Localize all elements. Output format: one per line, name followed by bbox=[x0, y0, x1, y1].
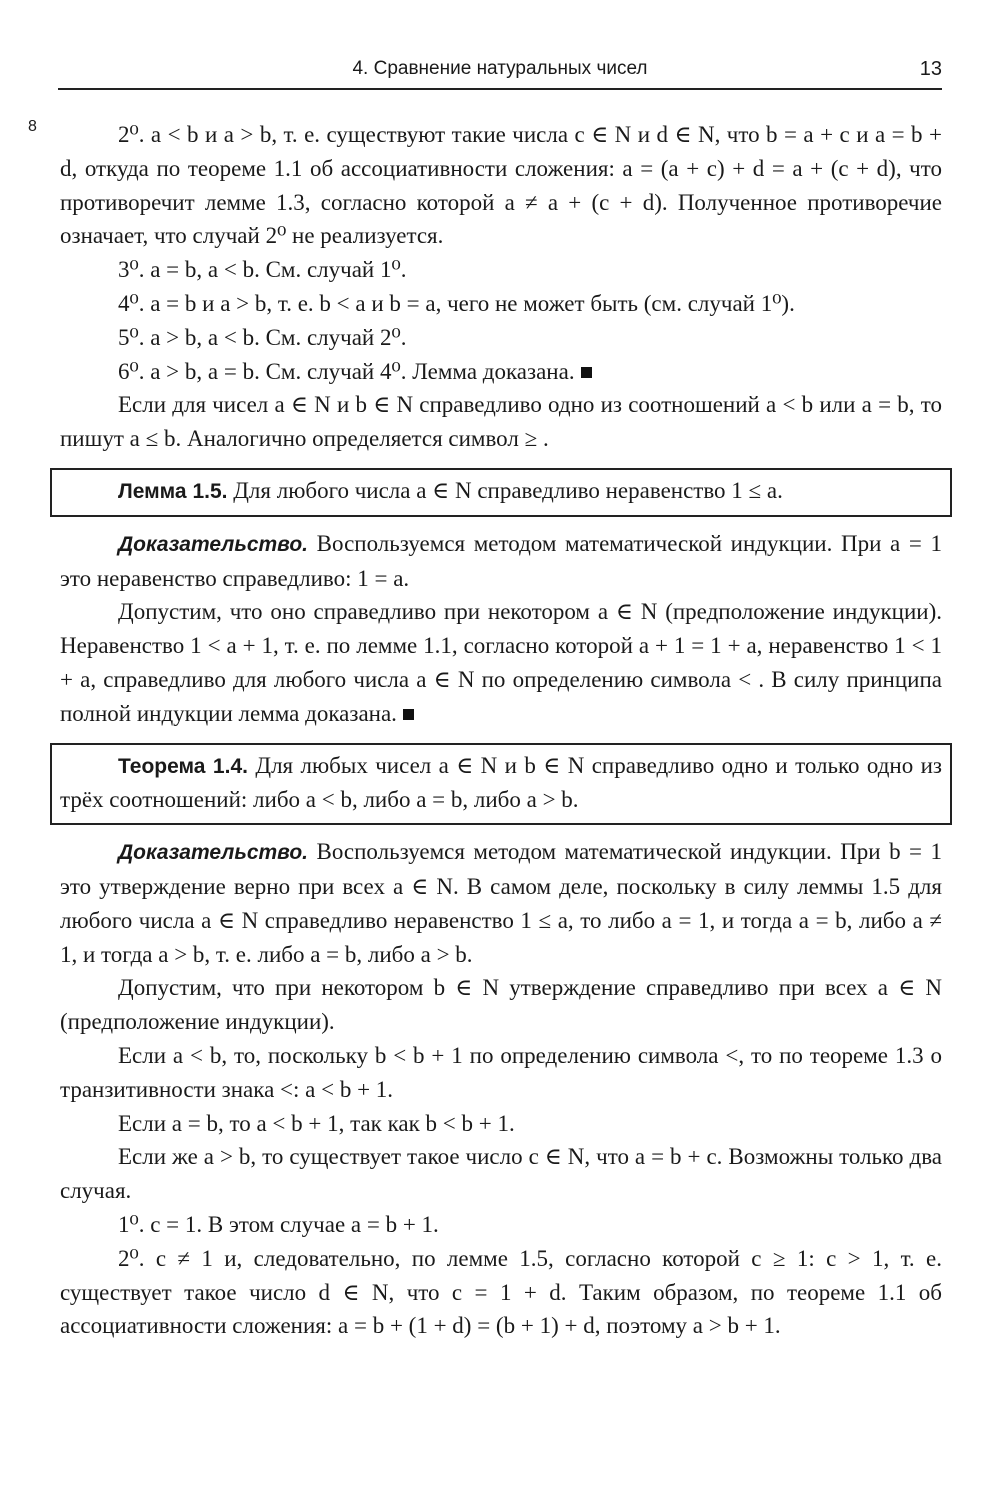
induction-paragraph bbox=[60, 595, 942, 730]
induction-text: Допустим, что оно справедливо при некотором a ∈ N (предположение индукции). Неравенство 1 < a + 1, т. е. по лемме 1.1, согласно которой a + 1 = 1 + a, неравенство 1 < 1 + a, справедливо для любого числа a ∈ N по определению символа < . В силу принципа полной индукции лемма доказана. bbox=[60, 599, 942, 726]
case-4-paragraph: 4⁰. a = b и a > b, т. е. b < a и b = a, чего не может быть (см. случай 1⁰). bbox=[118, 290, 795, 316]
proof-1-paragraph bbox=[60, 527, 942, 596]
subcase-2-paragraph: 2⁰. c ≠ 1 и, следовательно, по лемме 1.5, согласно которой c ≥ 1: c > 1, т. е. существует такое число d ∈ N, что c = 1 + d. Таким образом, по теореме 1.1 об ассоциативности сложения: a = b + (1 + d) = (b + 1) + d, поэтому a > b + 1. bbox=[60, 1245, 942, 1339]
proof-2-text: Воспользуемся методом математической индукции. При b = 1 это утверждение верно при всех a ∈ N. В самом деле, поскольку в силу леммы 1.5 для любого числа a ∈ N справедливо неравенство 1 ≤ a, то либо a = 1, и тогда a = b, либо a ≠ 1, и тогда a > b, т. е. либо a = b, либо a > b. bbox=[60, 839, 943, 967]
case-2-paragraph: 2⁰. a < b и a > b, т. е. существуют такие числа c ∈ N и d ∈ N, что b = a + c и a = b + d, откуда по теореме 1.1 об ассоциативности сложения: a = (a + c) + d = a + (c + d), что противоречит лемме 1.3, согласно которой a ≠ a + (c + d). Полученное противоречие означает, что случай 2⁰ не реализуется. bbox=[60, 122, 942, 249]
page-number: 13 bbox=[919, 58, 942, 80]
subcase-1-paragraph: 1⁰. c = 1. В этом случае a = b + 1. bbox=[118, 1211, 439, 1237]
theorem-box bbox=[50, 743, 952, 826]
proof-1-text: Воспользуемся методом математической индукции. При a = 1 это неравенство справедливо: 1 = a. bbox=[60, 530, 942, 591]
theorem-label: Теорема 1.4. bbox=[118, 754, 248, 778]
definition-paragraph: Если для чисел a ∈ N и b ∈ N справедливо одно из соотношений a < b или a = b, то пишут a ≤ b. Аналогично определяется символ ≥ . bbox=[60, 392, 942, 452]
case-greater-paragraph: Если же a > b, то существует такое число c ∈ N, что a = b + c. Возможны только два случая. bbox=[60, 1144, 942, 1204]
lemma-text: Для любого числа a ∈ N справедливо неравенство 1 ≤ a. bbox=[233, 477, 783, 503]
case-6-paragraph bbox=[60, 355, 942, 389]
proof-1-label: Доказательство. bbox=[118, 532, 309, 556]
lemma-box bbox=[50, 468, 952, 517]
case-less-paragraph: Если a < b, то, поскольку b < b + 1 по определению символа <, то по теореме 1.3 о транзитивности знака <: a < b + 1. bbox=[60, 1042, 942, 1102]
theorem-text: Для любых чисел a ∈ N и b ∈ N справедливо одно и только одно из трёх соотношений: либо a < b, либо a = b, либо a > b. bbox=[60, 752, 943, 813]
page-header bbox=[58, 56, 942, 90]
case-6-text: 6⁰. a > b, a = b. См. случай 4⁰. Лемма доказана. bbox=[118, 358, 575, 384]
qed-square-icon bbox=[581, 367, 592, 378]
theorem-statement bbox=[60, 749, 942, 818]
case-3-paragraph: 3⁰. a = b, a < b. См. случай 1⁰. bbox=[118, 257, 407, 283]
margin-mark: 8 bbox=[28, 118, 37, 135]
running-title: 4. Сравнение натуральных чисел bbox=[352, 58, 648, 79]
proof-2-paragraph bbox=[60, 835, 942, 971]
lemma-label: Лемма 1.5. bbox=[118, 479, 228, 503]
qed-square-icon bbox=[403, 709, 414, 720]
assumption-paragraph: Допустим, что при некотором b ∈ N утверждение справедливо при всех a ∈ N (предположение индукции). bbox=[60, 975, 942, 1035]
case-equal-paragraph: Если a = b, то a < b + 1, так как b < b + 1. bbox=[118, 1110, 515, 1136]
page-body bbox=[60, 118, 942, 1343]
proof-2-label: Доказательство. bbox=[118, 841, 309, 865]
lemma-statement bbox=[60, 474, 942, 509]
case-5-paragraph: 5⁰. a > b, a < b. См. случай 2⁰. bbox=[118, 324, 407, 350]
